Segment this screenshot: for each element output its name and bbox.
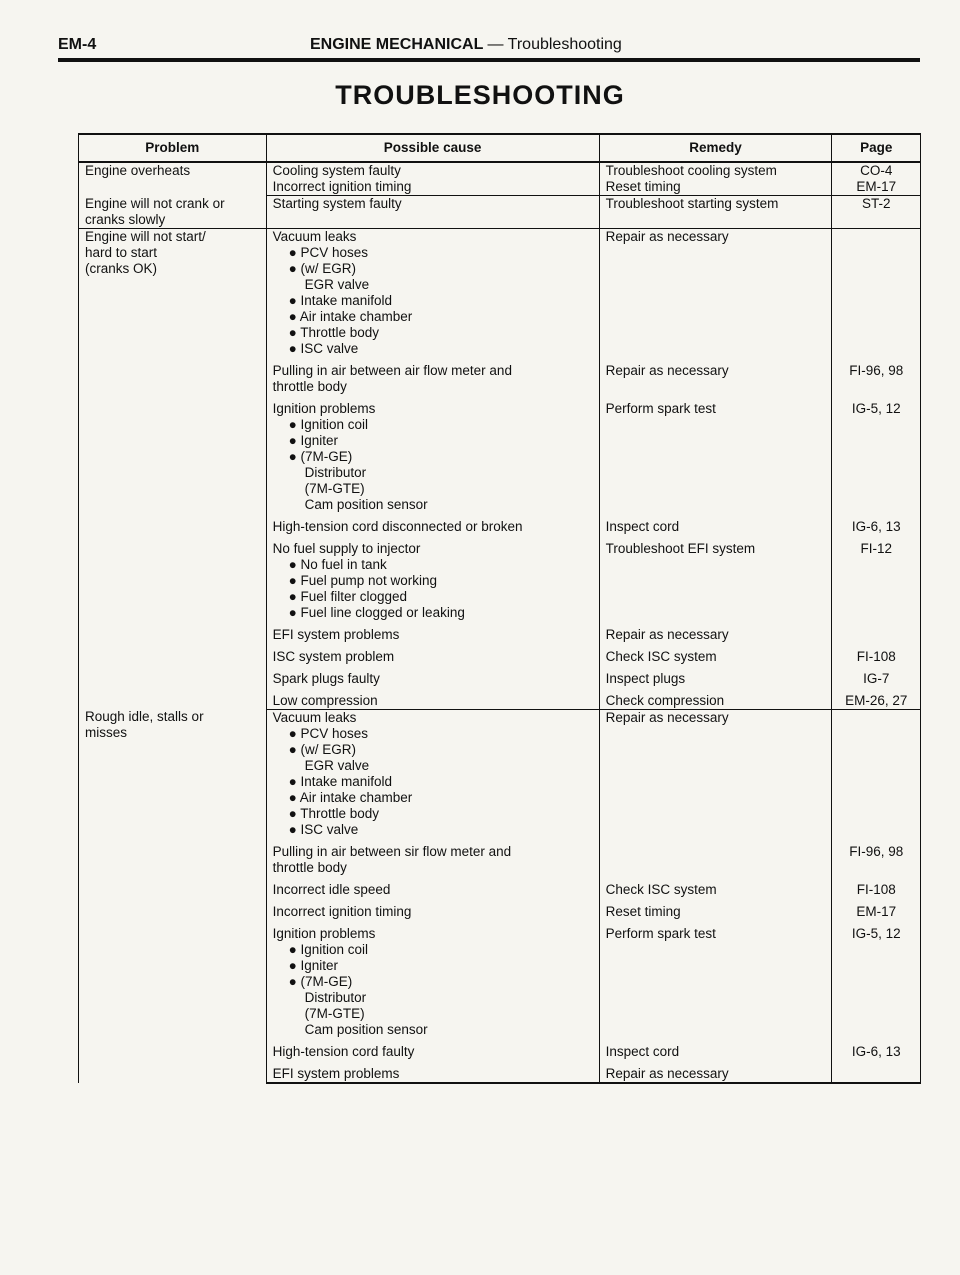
remedy-cell xyxy=(599,1038,832,1060)
page-ref: FI-108 xyxy=(856,881,896,897)
remedy-text: Repair as necessary xyxy=(605,709,729,725)
page-header xyxy=(58,30,920,62)
remedy-text: Reset timing xyxy=(605,179,681,194)
table-header-row xyxy=(79,134,921,162)
section-title xyxy=(310,36,622,54)
remedy-cell xyxy=(599,228,832,357)
remedy-text: Troubleshoot cooling system xyxy=(605,163,777,178)
column-header-problem: Problem xyxy=(79,134,267,162)
cause-text: Pulling in air between sir flow meter and xyxy=(272,843,512,859)
remedy-cell xyxy=(599,920,832,1038)
remedy-cell xyxy=(599,709,832,838)
cause-sub-item: ● Igniter xyxy=(288,432,339,448)
page-ref: IG-7 xyxy=(863,670,890,686)
cause-sub-item: ● (w/ EGR) xyxy=(288,741,356,757)
problem-cell xyxy=(79,162,267,196)
page-ref: FI-108 xyxy=(856,648,896,664)
page-cell xyxy=(832,643,921,665)
remedy-cell xyxy=(599,643,832,665)
remedy-cell xyxy=(599,687,832,710)
cause-sub-item: ● Air intake chamber xyxy=(288,789,413,805)
cause-sub-item: ● PCV hoses xyxy=(288,244,369,260)
page-cell xyxy=(832,876,921,898)
cause-sub-item: ● Fuel filter clogged xyxy=(288,588,408,604)
page-cell xyxy=(832,357,921,395)
remedy-cell xyxy=(599,357,832,395)
page-cell xyxy=(832,535,921,621)
page-id: EM-4 xyxy=(58,36,97,53)
cause-sub-item: ● Throttle body xyxy=(288,324,380,340)
remedy-cell xyxy=(599,535,832,621)
cause-sub-item: ● Intake manifold xyxy=(288,773,393,789)
cause-sub-item: ● No fuel in tank xyxy=(288,556,387,572)
cause-cell xyxy=(266,228,599,357)
remedy-text: Repair as necessary xyxy=(605,1065,729,1081)
page-ref: FI-96, 98 xyxy=(849,843,904,859)
column-header-page: Page xyxy=(832,134,921,162)
cause-text: Low compression xyxy=(272,692,378,708)
problem-text: Engine will not crank or xyxy=(85,195,225,211)
cause-text: Incorrect ignition timing xyxy=(272,179,412,194)
page-cell xyxy=(832,687,921,710)
cause-cell xyxy=(266,1060,599,1083)
cause-sub-item: ● Ignition coil xyxy=(288,416,369,432)
page-cell xyxy=(832,228,921,357)
remedy-cell xyxy=(599,395,832,513)
remedy-cell xyxy=(599,513,832,535)
cause-cell xyxy=(266,196,599,229)
remedy-text: Reset timing xyxy=(605,903,681,919)
page-ref: IG-6, 13 xyxy=(851,518,901,534)
remedy-cell xyxy=(599,162,832,179)
page-ref: ST-2 xyxy=(861,196,891,211)
cause-sub-item: ● Throttle body xyxy=(288,805,380,821)
page-cell xyxy=(832,196,921,229)
cause-text: Incorrect ignition timing xyxy=(272,903,412,919)
cause-cell xyxy=(266,357,599,395)
cause-sub-item: ● Igniter xyxy=(288,957,339,973)
page-cell xyxy=(832,513,921,535)
remedy-text: Inspect cord xyxy=(605,1043,680,1059)
remedy-text: Perform spark test xyxy=(605,925,716,941)
remedy-cell xyxy=(599,838,832,876)
page-cell xyxy=(832,1038,921,1060)
cause-text: Vacuum leaks xyxy=(272,228,357,244)
table-row xyxy=(79,709,921,838)
remedy-cell xyxy=(599,179,832,196)
cause-sub-item: ● (7M-GE) xyxy=(288,448,353,464)
problem-cell xyxy=(79,196,267,229)
remedy-cell xyxy=(599,898,832,920)
page-ref: IG-6, 13 xyxy=(851,1043,901,1059)
cause-text: Starting system faulty xyxy=(272,196,402,211)
cause-cell xyxy=(266,621,599,643)
problem-text: Engine overheats xyxy=(85,163,191,178)
page-cell xyxy=(832,665,921,687)
cause-cell xyxy=(266,665,599,687)
cause-cell xyxy=(266,876,599,898)
cause-cell xyxy=(266,898,599,920)
cause-cell xyxy=(266,920,599,1038)
cause-sub-item: ● Ignition coil xyxy=(288,941,369,957)
cause-sub-item: ● Fuel line clogged or leaking xyxy=(288,604,465,620)
remedy-text: Perform spark test xyxy=(605,400,716,416)
page-title: TROUBLESHOOTING xyxy=(335,80,625,110)
cause-cell xyxy=(266,687,599,710)
remedy-text: Check ISC system xyxy=(605,881,717,897)
cause-text: Ignition problems xyxy=(272,925,376,941)
page-cell xyxy=(832,898,921,920)
cause-sub-item: (7M-GTE) xyxy=(304,1005,365,1021)
column-header-remedy: Remedy xyxy=(599,134,832,162)
page-ref: IG-5, 12 xyxy=(851,925,901,941)
page-cell xyxy=(832,162,921,179)
page-ref: EM-17 xyxy=(856,179,897,194)
cause-sub-item: ● ISC valve xyxy=(288,340,359,356)
cause-cell xyxy=(266,513,599,535)
problem-cell xyxy=(79,228,267,709)
cause-sub-item: ● (7M-GE) xyxy=(288,973,353,989)
problem-text: hard to start xyxy=(85,244,158,260)
cause-text: Vacuum leaks xyxy=(272,709,357,725)
page-cell xyxy=(832,1060,921,1083)
remedy-text: Inspect plugs xyxy=(605,670,686,686)
cause-sub-item: Distributor xyxy=(304,989,367,1005)
page-ref: CO-4 xyxy=(860,163,893,178)
cause-cell xyxy=(266,709,599,838)
cause-sub-item: Cam position sensor xyxy=(304,496,428,512)
remedy-cell xyxy=(599,621,832,643)
problem-text: Rough idle, stalls or xyxy=(85,709,204,724)
cause-cell xyxy=(266,838,599,876)
cause-sub-item: ● (w/ EGR) xyxy=(288,260,356,276)
cause-text: Ignition problems xyxy=(272,400,376,416)
subsection-name: — Troubleshooting xyxy=(487,36,622,53)
cause-text: throttle body xyxy=(272,859,347,875)
remedy-cell xyxy=(599,876,832,898)
problem-cell xyxy=(79,709,267,1083)
table-row xyxy=(79,162,921,179)
remedy-text: Repair as necessary xyxy=(605,626,729,642)
cause-cell xyxy=(266,162,599,179)
cause-text: Incorrect idle speed xyxy=(272,881,391,897)
cause-cell xyxy=(266,395,599,513)
page-cell xyxy=(832,395,921,513)
cause-text: High-tension cord disconnected or broken xyxy=(272,518,523,534)
remedy-text: Inspect cord xyxy=(605,518,680,534)
cause-cell xyxy=(266,1038,599,1060)
cause-sub-item: ● PCV hoses xyxy=(288,725,369,741)
problem-text: cranks slowly xyxy=(85,211,166,227)
remedy-text: Check compression xyxy=(605,692,725,708)
cause-text: No fuel supply to injector xyxy=(272,540,421,556)
cause-text: Cooling system faulty xyxy=(272,163,401,178)
page-ref: FI-12 xyxy=(860,540,892,556)
cause-sub-item: ● ISC valve xyxy=(288,821,359,837)
table-row xyxy=(79,228,921,357)
problem-text: misses xyxy=(85,725,128,740)
cause-sub-item: ● Fuel pump not working xyxy=(288,572,438,588)
page-cell xyxy=(832,838,921,876)
page-ref: EM-17 xyxy=(856,903,897,919)
page-ref: EM-26, 27 xyxy=(845,692,908,708)
page-cell xyxy=(832,621,921,643)
remedy-cell xyxy=(599,665,832,687)
remedy-text: Troubleshoot EFI system xyxy=(605,540,756,556)
cause-text: Pulling in air between air flow meter and xyxy=(272,362,512,378)
cause-sub-item: ● Intake manifold xyxy=(288,292,393,308)
table-row xyxy=(79,196,921,229)
problem-text: (cranks OK) xyxy=(85,260,158,276)
cause-text: Spark plugs faulty xyxy=(272,670,380,686)
cause-sub-item: (7M-GTE) xyxy=(304,480,365,496)
column-header-cause: Possible cause xyxy=(266,134,599,162)
page-ref: IG-5, 12 xyxy=(851,400,901,416)
cause-sub-item: EGR valve xyxy=(304,276,370,292)
cause-text: EFI system problems xyxy=(272,626,400,642)
remedy-text: Repair as necessary xyxy=(605,228,729,244)
page-cell xyxy=(832,179,921,196)
cause-cell xyxy=(266,535,599,621)
section-name: ENGINE MECHANICAL xyxy=(310,36,484,53)
cause-text: EFI system problems xyxy=(272,1065,400,1081)
cause-sub-item: Distributor xyxy=(304,464,367,480)
page-cell xyxy=(832,709,921,838)
cause-sub-item: Cam position sensor xyxy=(304,1021,428,1037)
cause-text: ISC system problem xyxy=(272,648,395,664)
cause-cell xyxy=(266,643,599,665)
remedy-text: Repair as necessary xyxy=(605,362,729,378)
page-cell xyxy=(832,920,921,1038)
cause-text: throttle body xyxy=(272,378,347,394)
cause-text: High-tension cord faulty xyxy=(272,1043,415,1059)
remedy-cell xyxy=(599,1060,832,1083)
troubleshooting-table xyxy=(78,133,921,1084)
remedy-cell xyxy=(599,196,832,229)
problem-text: Engine will not start/ xyxy=(85,228,206,244)
cause-cell xyxy=(266,179,599,196)
cause-sub-item: ● Air intake chamber xyxy=(288,308,413,324)
page-ref: FI-96, 98 xyxy=(849,362,904,378)
remedy-text: Check ISC system xyxy=(605,648,717,664)
cause-sub-item: EGR valve xyxy=(304,757,370,773)
remedy-text: Troubleshoot starting system xyxy=(605,196,779,211)
